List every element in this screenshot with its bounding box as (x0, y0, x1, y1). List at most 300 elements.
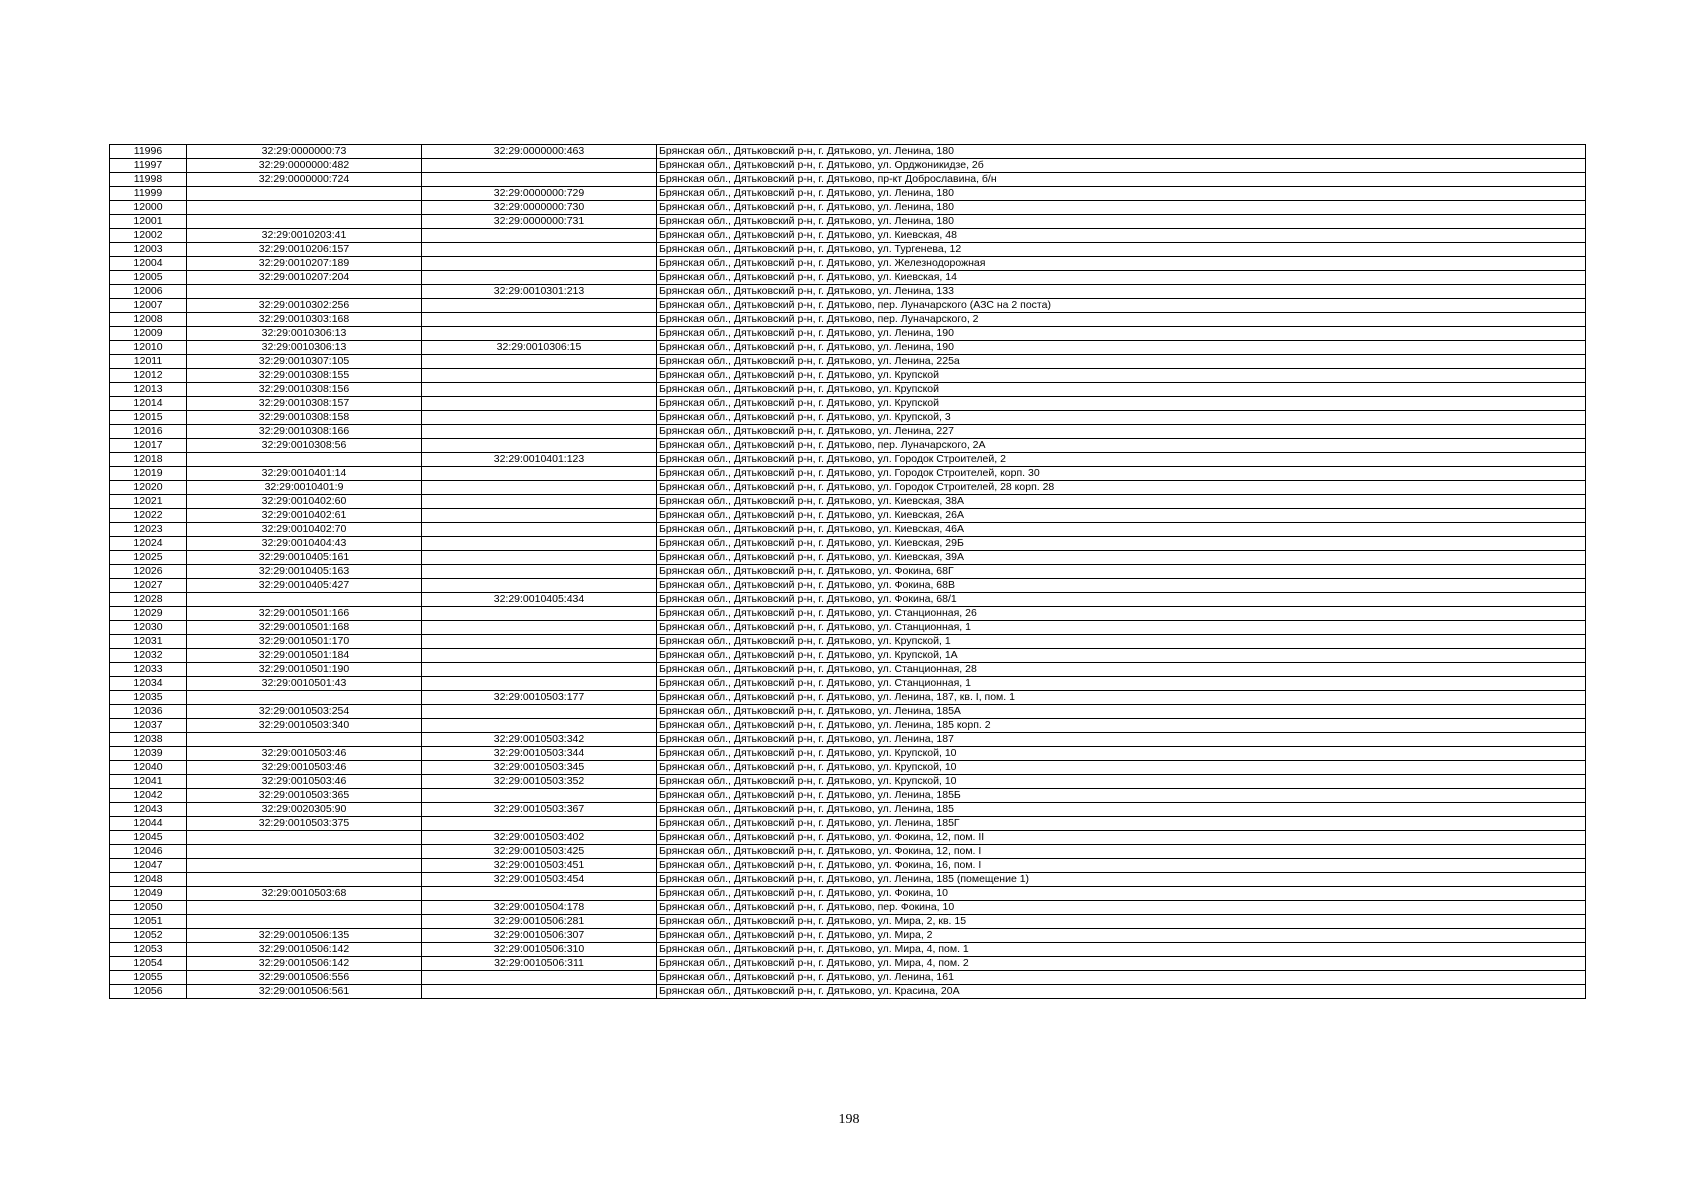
row-number-cell: 11997 (110, 159, 187, 173)
building-cadastral-number-cell: 32:29:0010506:281 (422, 915, 657, 929)
table-row (110, 747, 1586, 761)
land-cadastral-number-cell: 32:29:0010503:340 (187, 719, 422, 733)
land-cadastral-number-cell: 32:29:0010207:189 (187, 257, 422, 271)
address-cell: Брянская обл., Дятьковский р-н, г. Дятьково, ул. Ленина, 187, кв. I, пом. 1 (657, 691, 1586, 705)
building-cadastral-number-cell (422, 887, 657, 901)
building-cadastral-number-cell (422, 299, 657, 313)
address-cell: Брянская обл., Дятьковский р-н, г. Дятьково, ул. Крупской, 1 (657, 635, 1586, 649)
building-cadastral-number-cell: 32:29:0010405:434 (422, 593, 657, 607)
land-cadastral-number-cell: 32:29:0010506:135 (187, 929, 422, 943)
building-cadastral-number-cell (422, 425, 657, 439)
row-number-cell: 11999 (110, 187, 187, 201)
table-row (110, 691, 1586, 705)
address-cell: Брянская обл., Дятьковский р-н, г. Дятьково, ул. Ленина, 185 корп. 2 (657, 719, 1586, 733)
land-cadastral-number-cell: 32:29:0010506:142 (187, 957, 422, 971)
table-row (110, 593, 1586, 607)
address-cell: Брянская обл., Дятьковский р-н, г. Дятьково, ул. Железнодорожная (657, 257, 1586, 271)
address-cell: Брянская обл., Дятьковский р-н, г. Дятьково, ул. Красина, 20А (657, 985, 1586, 999)
row-number-cell: 11996 (110, 145, 187, 159)
row-number-cell: 12041 (110, 775, 187, 789)
table-row (110, 257, 1586, 271)
row-number-cell: 12025 (110, 551, 187, 565)
address-cell: Брянская обл., Дятьковский р-н, г. Дятьково, ул. Ленина, 185 (657, 803, 1586, 817)
land-cadastral-number-cell: 32:29:0010306:13 (187, 341, 422, 355)
table-row (110, 341, 1586, 355)
address-cell: Брянская обл., Дятьковский р-н, г. Дятьково, ул. Крупской, 10 (657, 747, 1586, 761)
land-cadastral-number-cell: 32:29:0010404:43 (187, 537, 422, 551)
address-cell: Брянская обл., Дятьковский р-н, г. Дятьково, ул. Ленина, 225а (657, 355, 1586, 369)
table-row (110, 327, 1586, 341)
row-number-cell: 12010 (110, 341, 187, 355)
land-cadastral-number-cell (187, 453, 422, 467)
building-cadastral-number-cell: 32:29:0010301:213 (422, 285, 657, 299)
table-row (110, 887, 1586, 901)
building-cadastral-number-cell: 32:29:0010503:402 (422, 831, 657, 845)
row-number-cell: 12019 (110, 467, 187, 481)
address-cell: Брянская обл., Дятьковский р-н, г. Дятьково, ул. Станционная, 28 (657, 663, 1586, 677)
land-cadastral-number-cell: 32:29:0010501:184 (187, 649, 422, 663)
land-cadastral-number-cell: 32:29:0010506:142 (187, 943, 422, 957)
table-row (110, 173, 1586, 187)
building-cadastral-number-cell (422, 159, 657, 173)
row-number-cell: 12017 (110, 439, 187, 453)
building-cadastral-number-cell (422, 551, 657, 565)
table-row (110, 439, 1586, 453)
address-cell: Брянская обл., Дятьковский р-н, г. Дятьково, ул. Киевская, 29Б (657, 537, 1586, 551)
table-row (110, 537, 1586, 551)
row-number-cell: 12011 (110, 355, 187, 369)
table-row (110, 621, 1586, 635)
table-row (110, 187, 1586, 201)
table-row (110, 957, 1586, 971)
land-cadastral-number-cell: 32:29:0000000:724 (187, 173, 422, 187)
building-cadastral-number-cell: 32:29:0000000:730 (422, 201, 657, 215)
row-number-cell: 12009 (110, 327, 187, 341)
address-cell: Брянская обл., Дятьковский р-н, г. Дятьково, пер. Луначарского, 2 (657, 313, 1586, 327)
row-number-cell: 12012 (110, 369, 187, 383)
building-cadastral-number-cell: 32:29:0010503:344 (422, 747, 657, 761)
address-cell: Брянская обл., Дятьковский р-н, г. Дятьково, ул. Ленина, 190 (657, 341, 1586, 355)
land-cadastral-number-cell (187, 201, 422, 215)
address-cell: Брянская обл., Дятьковский р-н, г. Дятьково, ул. Ленина, 133 (657, 285, 1586, 299)
land-cadastral-number-cell: 32:29:0010308:157 (187, 397, 422, 411)
property-table (109, 144, 1586, 999)
building-cadastral-number-cell (422, 607, 657, 621)
building-cadastral-number-cell: 32:29:0000000:731 (422, 215, 657, 229)
address-cell: Брянская обл., Дятьковский р-н, г. Дятьково, ул. Ленина, 227 (657, 425, 1586, 439)
building-cadastral-number-cell (422, 243, 657, 257)
land-cadastral-number-cell: 32:29:0010402:70 (187, 523, 422, 537)
building-cadastral-number-cell: 32:29:0010503:451 (422, 859, 657, 873)
land-cadastral-number-cell (187, 873, 422, 887)
row-number-cell: 12039 (110, 747, 187, 761)
table-row (110, 313, 1586, 327)
building-cadastral-number-cell (422, 481, 657, 495)
table-row (110, 635, 1586, 649)
address-cell: Брянская обл., Дятьковский р-н, г. Дятьково, ул. Крупской (657, 369, 1586, 383)
address-cell: Брянская обл., Дятьковский р-н, г. Дятьково, ул. Киевская, 46А (657, 523, 1586, 537)
table-row (110, 271, 1586, 285)
table-row (110, 873, 1586, 887)
building-cadastral-number-cell (422, 719, 657, 733)
table-row (110, 579, 1586, 593)
land-cadastral-number-cell (187, 215, 422, 229)
land-cadastral-number-cell: 32:29:0010506:561 (187, 985, 422, 999)
table-row (110, 467, 1586, 481)
table-row (110, 383, 1586, 397)
address-cell: Брянская обл., Дятьковский р-н, г. Дятьково, ул. Ленина, 180 (657, 215, 1586, 229)
building-cadastral-number-cell (422, 565, 657, 579)
address-cell: Брянская обл., Дятьковский р-н, г. Дятьково, пер. Луначарского (АЗС на 2 поста) (657, 299, 1586, 313)
row-number-cell: 12054 (110, 957, 187, 971)
building-cadastral-number-cell (422, 229, 657, 243)
land-cadastral-number-cell (187, 859, 422, 873)
land-cadastral-number-cell: 32:29:0010306:13 (187, 327, 422, 341)
table-row (110, 663, 1586, 677)
table-row (110, 649, 1586, 663)
land-cadastral-number-cell: 32:29:0010501:168 (187, 621, 422, 635)
land-cadastral-number-cell: 32:29:0010506:556 (187, 971, 422, 985)
table-row (110, 831, 1586, 845)
building-cadastral-number-cell: 32:29:0000000:463 (422, 145, 657, 159)
table-row (110, 299, 1586, 313)
row-number-cell: 12055 (110, 971, 187, 985)
land-cadastral-number-cell: 32:29:0010503:46 (187, 747, 422, 761)
table-row (110, 733, 1586, 747)
table-row (110, 929, 1586, 943)
row-number-cell: 12026 (110, 565, 187, 579)
building-cadastral-number-cell (422, 579, 657, 593)
building-cadastral-number-cell: 32:29:0010503:342 (422, 733, 657, 747)
row-number-cell: 12027 (110, 579, 187, 593)
land-cadastral-number-cell: 32:29:0010503:46 (187, 775, 422, 789)
address-cell: Брянская обл., Дятьковский р-н, г. Дятьково, ул. Фокина, 10 (657, 887, 1586, 901)
table-row (110, 355, 1586, 369)
land-cadastral-number-cell: 32:29:0010308:158 (187, 411, 422, 425)
table-row (110, 775, 1586, 789)
building-cadastral-number-cell (422, 327, 657, 341)
building-cadastral-number-cell (422, 971, 657, 985)
row-number-cell: 12008 (110, 313, 187, 327)
row-number-cell: 12024 (110, 537, 187, 551)
land-cadastral-number-cell: 32:29:0010206:157 (187, 243, 422, 257)
table-row (110, 985, 1586, 999)
land-cadastral-number-cell: 32:29:0010501:166 (187, 607, 422, 621)
address-cell: Брянская обл., Дятьковский р-н, г. Дятьково, ул. Городок Строителей, корп. 30 (657, 467, 1586, 481)
address-cell: Брянская обл., Дятьковский р-н, г. Дятьково, ул. Ленина, 161 (657, 971, 1586, 985)
row-number-cell: 12031 (110, 635, 187, 649)
land-cadastral-number-cell: 32:29:0010303:168 (187, 313, 422, 327)
address-cell: Брянская обл., Дятьковский р-н, г. Дятьково, ул. Фокина, 68/1 (657, 593, 1586, 607)
land-cadastral-number-cell: 32:29:0010302:256 (187, 299, 422, 313)
table-row (110, 495, 1586, 509)
row-number-cell: 12044 (110, 817, 187, 831)
row-number-cell: 11998 (110, 173, 187, 187)
address-cell: Брянская обл., Дятьковский р-н, г. Дятьково, ул. Крупской, 10 (657, 775, 1586, 789)
land-cadastral-number-cell: 32:29:0010503:375 (187, 817, 422, 831)
table-row (110, 607, 1586, 621)
address-cell: Брянская обл., Дятьковский р-н, г. Дятьково, ул. Фокина, 12, пом. II (657, 831, 1586, 845)
address-cell: Брянская обл., Дятьковский р-н, г. Дятьково, ул. Мира, 2, кв. 15 (657, 915, 1586, 929)
building-cadastral-number-cell: 32:29:0000000:729 (422, 187, 657, 201)
table-row (110, 705, 1586, 719)
land-cadastral-number-cell: 32:29:0010207:204 (187, 271, 422, 285)
table-row (110, 201, 1586, 215)
land-cadastral-number-cell: 32:29:0010501:190 (187, 663, 422, 677)
land-cadastral-number-cell: 32:29:0010405:427 (187, 579, 422, 593)
building-cadastral-number-cell: 32:29:0010506:311 (422, 957, 657, 971)
row-number-cell: 12050 (110, 901, 187, 915)
row-number-cell: 12042 (110, 789, 187, 803)
table-row (110, 481, 1586, 495)
address-cell: Брянская обл., Дятьковский р-н, г. Дятьково, ул. Фокина, 16, пом. I (657, 859, 1586, 873)
building-cadastral-number-cell (422, 621, 657, 635)
address-cell: Брянская обл., Дятьковский р-н, г. Дятьково, ул. Фокина, 68В (657, 579, 1586, 593)
land-cadastral-number-cell (187, 845, 422, 859)
table-row (110, 229, 1586, 243)
building-cadastral-number-cell: 32:29:0010503:352 (422, 775, 657, 789)
land-cadastral-number-cell: 32:29:0000000:482 (187, 159, 422, 173)
address-cell: Брянская обл., Дятьковский р-н, г. Дятьково, ул. Фокина, 12, пом. I (657, 845, 1586, 859)
building-cadastral-number-cell (422, 817, 657, 831)
building-cadastral-number-cell (422, 537, 657, 551)
address-cell: Брянская обл., Дятьковский р-н, г. Дятьково, ул. Станционная, 26 (657, 607, 1586, 621)
address-cell: Брянская обл., Дятьковский р-н, г. Дятьково, ул. Ленина, 185 (помещение 1) (657, 873, 1586, 887)
building-cadastral-number-cell (422, 397, 657, 411)
row-number-cell: 12023 (110, 523, 187, 537)
row-number-cell: 12000 (110, 201, 187, 215)
address-cell: Брянская обл., Дятьковский р-н, г. Дятьково, ул. Ленина, 185Г (657, 817, 1586, 831)
address-cell: Брянская обл., Дятьковский р-н, г. Дятьково, ул. Крупской, 3 (657, 411, 1586, 425)
table-row (110, 243, 1586, 257)
row-number-cell: 12018 (110, 453, 187, 467)
table-row (110, 803, 1586, 817)
land-cadastral-number-cell: 32:29:0010503:46 (187, 761, 422, 775)
building-cadastral-number-cell (422, 985, 657, 999)
building-cadastral-number-cell (422, 663, 657, 677)
table-row (110, 901, 1586, 915)
table-row (110, 369, 1586, 383)
land-cadastral-number-cell (187, 733, 422, 747)
address-cell: Брянская обл., Дятьковский р-н, г. Дятьково, ул. Ленина, 180 (657, 201, 1586, 215)
address-cell: Брянская обл., Дятьковский р-н, г. Дятьково, ул. Мира, 4, пом. 2 (657, 957, 1586, 971)
address-cell: Брянская обл., Дятьковский р-н, г. Дятьково, ул. Станционная, 1 (657, 677, 1586, 691)
address-cell: Брянская обл., Дятьковский р-н, г. Дятьково, ул. Ленина, 185Б (657, 789, 1586, 803)
address-cell: Брянская обл., Дятьковский р-н, г. Дятьково, ул. Крупской, 1А (657, 649, 1586, 663)
land-cadastral-number-cell (187, 691, 422, 705)
table-row (110, 411, 1586, 425)
row-number-cell: 12006 (110, 285, 187, 299)
table-row (110, 159, 1586, 173)
row-number-cell: 12032 (110, 649, 187, 663)
row-number-cell: 12021 (110, 495, 187, 509)
land-cadastral-number-cell: 32:29:0010203:41 (187, 229, 422, 243)
address-cell: Брянская обл., Дятьковский р-н, г. Дятьково, ул. Ленина, 190 (657, 327, 1586, 341)
land-cadastral-number-cell: 32:29:0010501:170 (187, 635, 422, 649)
address-cell: Брянская обл., Дятьковский р-н, г. Дятьково, ул. Киевская, 39А (657, 551, 1586, 565)
building-cadastral-number-cell (422, 705, 657, 719)
building-cadastral-number-cell (422, 271, 657, 285)
address-cell: Брянская обл., Дятьковский р-н, г. Дятьково, ул. Ленина, 180 (657, 187, 1586, 201)
address-cell: Брянская обл., Дятьковский р-н, г. Дятьково, ул. Городок Строителей, 2 (657, 453, 1586, 467)
table-row (110, 845, 1586, 859)
land-cadastral-number-cell: 32:29:0010402:61 (187, 509, 422, 523)
land-cadastral-number-cell: 32:29:0010308:156 (187, 383, 422, 397)
address-cell: Брянская обл., Дятьковский р-н, г. Дятьково, ул. Орджоникидзе, 2б (657, 159, 1586, 173)
address-cell: Брянская обл., Дятьковский р-н, г. Дятьково, ул. Ленина, 187 (657, 733, 1586, 747)
address-cell: Брянская обл., Дятьковский р-н, г. Дятьково, ул. Городок Строителей, 28 корп. 28 (657, 481, 1586, 495)
row-number-cell: 12002 (110, 229, 187, 243)
land-cadastral-number-cell: 32:29:0010401:14 (187, 467, 422, 481)
table-row (110, 453, 1586, 467)
land-cadastral-number-cell: 32:29:0010308:56 (187, 439, 422, 453)
row-number-cell: 12015 (110, 411, 187, 425)
row-number-cell: 12053 (110, 943, 187, 957)
address-cell: Брянская обл., Дятьковский р-н, г. Дятьково, пер. Луначарского, 2А (657, 439, 1586, 453)
row-number-cell: 12043 (110, 803, 187, 817)
building-cadastral-number-cell (422, 467, 657, 481)
land-cadastral-number-cell: 32:29:0000000:73 (187, 145, 422, 159)
row-number-cell: 12033 (110, 663, 187, 677)
address-cell: Брянская обл., Дятьковский р-н, г. Дятьково, ул. Мира, 2 (657, 929, 1586, 943)
land-cadastral-number-cell: 32:29:0010308:155 (187, 369, 422, 383)
row-number-cell: 12014 (110, 397, 187, 411)
building-cadastral-number-cell (422, 635, 657, 649)
land-cadastral-number-cell: 32:29:0020305:90 (187, 803, 422, 817)
table-row (110, 943, 1586, 957)
land-cadastral-number-cell (187, 831, 422, 845)
address-cell: Брянская обл., Дятьковский р-н, г. Дятьково, ул. Крупской (657, 397, 1586, 411)
row-number-cell: 12016 (110, 425, 187, 439)
row-number-cell: 12045 (110, 831, 187, 845)
row-number-cell: 12036 (110, 705, 187, 719)
row-number-cell: 12037 (110, 719, 187, 733)
row-number-cell: 12040 (110, 761, 187, 775)
table-row (110, 859, 1586, 873)
row-number-cell: 12051 (110, 915, 187, 929)
building-cadastral-number-cell (422, 173, 657, 187)
land-cadastral-number-cell (187, 593, 422, 607)
table-row (110, 425, 1586, 439)
address-cell: Брянская обл., Дятьковский р-н, г. Дятьково, ул. Станционная, 1 (657, 621, 1586, 635)
table-row (110, 915, 1586, 929)
table-row (110, 145, 1586, 159)
building-cadastral-number-cell: 32:29:0010503:367 (422, 803, 657, 817)
table-row (110, 551, 1586, 565)
row-number-cell: 12046 (110, 845, 187, 859)
table-row (110, 761, 1586, 775)
land-cadastral-number-cell (187, 285, 422, 299)
building-cadastral-number-cell: 32:29:0010306:15 (422, 341, 657, 355)
building-cadastral-number-cell (422, 355, 657, 369)
land-cadastral-number-cell: 32:29:0010503:365 (187, 789, 422, 803)
table-row (110, 565, 1586, 579)
row-number-cell: 12049 (110, 887, 187, 901)
building-cadastral-number-cell: 32:29:0010503:425 (422, 845, 657, 859)
building-cadastral-number-cell: 32:29:0010506:310 (422, 943, 657, 957)
address-cell: Брянская обл., Дятьковский р-н, г. Дятьково, ул. Мира, 4, пом. 1 (657, 943, 1586, 957)
address-cell: Брянская обл., Дятьковский р-н, г. Дятьково, ул. Ленина, 180 (657, 145, 1586, 159)
table-row (110, 215, 1586, 229)
table-row (110, 397, 1586, 411)
building-cadastral-number-cell: 32:29:0010503:177 (422, 691, 657, 705)
row-number-cell: 12028 (110, 593, 187, 607)
address-cell: Брянская обл., Дятьковский р-н, г. Дятьково, пер. Фокина, 10 (657, 901, 1586, 915)
building-cadastral-number-cell (422, 789, 657, 803)
land-cadastral-number-cell (187, 901, 422, 915)
building-cadastral-number-cell: 32:29:0010401:123 (422, 453, 657, 467)
row-number-cell: 12035 (110, 691, 187, 705)
address-cell: Брянская обл., Дятьковский р-н, г. Дятьково, ул. Киевская, 48 (657, 229, 1586, 243)
building-cadastral-number-cell (422, 677, 657, 691)
address-cell: Брянская обл., Дятьковский р-н, г. Дятьково, ул. Фокина, 68Г (657, 565, 1586, 579)
table-row (110, 523, 1586, 537)
table-row (110, 509, 1586, 523)
row-number-cell: 12029 (110, 607, 187, 621)
building-cadastral-number-cell (422, 369, 657, 383)
land-cadastral-number-cell: 32:29:0010405:163 (187, 565, 422, 579)
table-row (110, 817, 1586, 831)
building-cadastral-number-cell: 32:29:0010503:345 (422, 761, 657, 775)
address-cell: Брянская обл., Дятьковский р-н, г. Дятьково, ул. Киевская, 26А (657, 509, 1586, 523)
address-cell: Брянская обл., Дятьковский р-н, г. Дятьково, ул. Тургенева, 12 (657, 243, 1586, 257)
address-cell: Брянская обл., Дятьковский р-н, г. Дятьково, ул. Крупской (657, 383, 1586, 397)
row-number-cell: 12048 (110, 873, 187, 887)
land-cadastral-number-cell: 32:29:0010401:9 (187, 481, 422, 495)
building-cadastral-number-cell (422, 439, 657, 453)
row-number-cell: 12052 (110, 929, 187, 943)
land-cadastral-number-cell: 32:29:0010405:161 (187, 551, 422, 565)
building-cadastral-number-cell (422, 509, 657, 523)
row-number-cell: 12022 (110, 509, 187, 523)
building-cadastral-number-cell (422, 257, 657, 271)
row-number-cell: 12007 (110, 299, 187, 313)
land-cadastral-number-cell: 32:29:0010503:68 (187, 887, 422, 901)
table-body (110, 145, 1586, 999)
land-cadastral-number-cell: 32:29:0010308:166 (187, 425, 422, 439)
building-cadastral-number-cell (422, 649, 657, 663)
land-cadastral-number-cell (187, 187, 422, 201)
land-cadastral-number-cell (187, 915, 422, 929)
row-number-cell: 12047 (110, 859, 187, 873)
address-cell: Брянская обл., Дятьковский р-н, г. Дятьково, ул. Ленина, 185А (657, 705, 1586, 719)
row-number-cell: 12004 (110, 257, 187, 271)
table-row (110, 285, 1586, 299)
table-row (110, 719, 1586, 733)
row-number-cell: 12013 (110, 383, 187, 397)
building-cadastral-number-cell (422, 523, 657, 537)
building-cadastral-number-cell: 32:29:0010504:178 (422, 901, 657, 915)
land-cadastral-number-cell: 32:29:0010503:254 (187, 705, 422, 719)
table-row (110, 677, 1586, 691)
row-number-cell: 12034 (110, 677, 187, 691)
land-cadastral-number-cell: 32:29:0010402:60 (187, 495, 422, 509)
table-row (110, 789, 1586, 803)
building-cadastral-number-cell (422, 313, 657, 327)
row-number-cell: 12038 (110, 733, 187, 747)
row-number-cell: 12003 (110, 243, 187, 257)
row-number-cell: 12005 (110, 271, 187, 285)
row-number-cell: 12056 (110, 985, 187, 999)
address-cell: Брянская обл., Дятьковский р-н, г. Дятьково, ул. Киевская, 38А (657, 495, 1586, 509)
row-number-cell: 12001 (110, 215, 187, 229)
building-cadastral-number-cell: 32:29:0010503:454 (422, 873, 657, 887)
land-cadastral-number-cell: 32:29:0010307:105 (187, 355, 422, 369)
table-row (110, 971, 1586, 985)
row-number-cell: 12020 (110, 481, 187, 495)
page-number: 198 (838, 1112, 860, 1127)
building-cadastral-number-cell (422, 495, 657, 509)
